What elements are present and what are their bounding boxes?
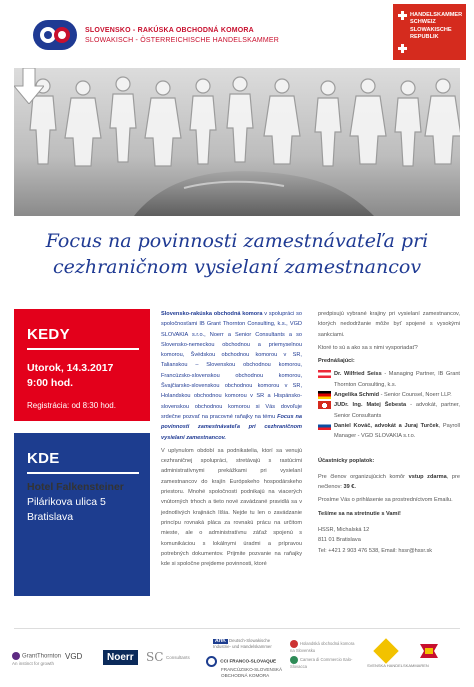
venue-street: Pilárikova ulica 5 [27, 496, 106, 508]
page-header [0, 0, 474, 62]
invitation-column [161, 309, 302, 572]
swedish-chamber-logo-icon [373, 638, 398, 663]
hero-image [14, 68, 460, 216]
event-time: 9:00 hod. [27, 377, 74, 389]
where-box [14, 433, 150, 596]
footer-divider [14, 628, 460, 629]
grant-thornton-logo: GrantThornton An instinct for growth [12, 653, 62, 666]
speakers-heading: Prednášajúci: [318, 358, 355, 365]
speaker-item: Dr. Wilfried Seiss - Managing Partner, IB Grant Thornton Consulting, k.s. [318, 369, 460, 390]
org-name-de: SLOWAKISCH - ÖSTERREICHISCHE HANDELSKAMMER [85, 37, 280, 44]
dutch-chamber-logo: Holandská obchodná komora na Slovensku [290, 641, 355, 653]
event-date: Utorok, 14.3.2017 [27, 362, 114, 374]
invitation-intro: Slovensko-rakúska obchodná komora v spolupráci so spoločnosťami IB Grant Thornton Consulting, k.s., VGD SLOVAKIA s.r.o., Noerr a Senior Consultants a so Slovensko-nemeckou obchodnou a priemyselnou komorou, Švédskou obchodnou komorou v SR, Talianskou – Slovenskou obchodnou komorou, Francúzsko-slovenskou obchodnou komorou, Švajčiarsko-slovenskou obchodnou komorou v SR, Holandskou obchodnou komorou v SR a Hispánsko-slovenskou obchodnou komorou si Vás dovoľuje srdečne pozvať na pracovné raňajky na tému Focus na povinnosti zamestnávateľa pri cezhraničnom vysielaní zamestnancov. [161, 311, 302, 441]
registration-time: Registrácia: od 8:30 hod. [27, 401, 116, 410]
when-heading: KEDY [27, 326, 70, 343]
senior-consultants-sub: Consultants [166, 655, 190, 660]
when-box [14, 309, 150, 421]
spanish-chamber-logo-icon [420, 644, 438, 658]
fee-details: Pre členov organizujúcich komôr vstup zdarma, pre nečlenov: 39 €. [318, 473, 460, 491]
closing-line: Tešíme sa na stretnutie s Vami! [318, 510, 401, 517]
down-arrow-icon [14, 68, 44, 104]
swiss-cross-icon [398, 44, 407, 53]
key-question: Ktoré to sú a ako sa s nimi vysporiadať? [318, 344, 418, 351]
slovakia-flag-icon [318, 422, 331, 430]
swiss-chamber-name: HANDELSKAMMER SCHWEIZ SLOWAKISCHE REPUBLIK [410, 12, 463, 41]
where-heading: KDE [27, 450, 60, 467]
chamber-logo-icon [33, 20, 77, 50]
noerr-logo: Noerr [103, 650, 138, 665]
germany-flag-icon [318, 391, 331, 399]
body-continued: predpisujú vybrané krajiny pri vysielaní zamestnancov, ktorých nedodržanie môže byť spojené s vysokými sankciami. [318, 311, 460, 338]
fee-heading: Účastnícky poplatok: [318, 457, 375, 464]
cci-franco-slovaque-logo: CCI FRANCO-SLOVAQUE FRANCÚZSKO-SLOVENSKÁ OBCHODNÁ KOMORA [206, 656, 306, 678]
ahk-logo: AHK Deutsch-Slowakische Industrie- und Handelskammer [213, 638, 272, 649]
vgd-logo: VGD [65, 652, 83, 661]
event-title: Focus na povinnosti zamestnávateľa pri cezhraničnom vysielaní zamestnancov [45, 230, 429, 278]
chamber-icon [290, 640, 298, 648]
venue-city: Bratislava [27, 511, 74, 523]
people-figures-illustration [14, 68, 460, 216]
cci-icon [206, 656, 217, 667]
org-name-sk: SLOVENSKO - RAKÚSKA OBCHODNÁ KOMORA [85, 27, 254, 34]
chamber-icon [290, 656, 298, 664]
speaker-item: JUDr. Ing. Matej Šebesta - advokát, partner, Senior Consultants [318, 400, 460, 421]
contact-email-link[interactable]: Tel: +421 2 903 476 538, Email: hssr@hssr.sk [318, 547, 433, 554]
senior-consultants-logo: SC [146, 650, 164, 664]
event-datetime [27, 361, 113, 391]
italian-chamber-logo: Camera di Commercio Italo-Slovacca [290, 657, 353, 669]
divider [27, 348, 139, 350]
austria-flag-icon [318, 370, 331, 378]
swiss-chamber-logo [393, 4, 466, 60]
divider [27, 472, 139, 474]
speaker-item: Daniel Kováč, advokát a Juraj Turček, Payroll Manager - VGD SLOVAKIA s.r.o. [318, 421, 460, 442]
swedish-chamber-name: SVENSKA HANDELSKAMMAREN [367, 663, 429, 668]
grant-thornton-icon [12, 652, 20, 660]
swiss-cross-icon [398, 11, 407, 20]
registration-note: Prosíme Vás o prihlásenie sa prostredníctvom Emailu. [318, 497, 453, 504]
switzerland-flag-icon [318, 401, 331, 409]
event-venue [27, 480, 124, 525]
speaker-item: Angelika Schmid - Senior Counsel, Noerr LLP. [318, 390, 460, 400]
details-column [318, 309, 460, 556]
contact-address: HSSR, Michalská 12 811 01 Bratislava Tel: +421 2 903 476 538, Email: hssr@hssr.sk [318, 525, 460, 556]
invitation-body: V uplynulom období sa podnikatelia, ktorí sa venujú cezhraničnej spolupráci, stretávajú s rastúcimi administratívnymi prekážkami pri vysielaní zamestnancov do krajín Európskeho hospodárskeho priestoru. Mnohé spoločnosti podnikajú na viacerých vnútorných trhoch a tieto nové zavádzané pravidlá sa v jednotlivých krajinách líšia. Nejde tu len o zavádzanie princípu rovnaká pláca za rovnakú prácu na určitom mieste, ale o administratívnu záťaž spojenú s komunikáciou s lokálnymi úradmi a prípravou potrebných dokumentov. Prijmite pozvanie na raňajky kde si spoločne prejdeme povinnosti, ktoré [161, 447, 302, 568]
venue-name: Hotel Falkensteiner [27, 481, 124, 493]
